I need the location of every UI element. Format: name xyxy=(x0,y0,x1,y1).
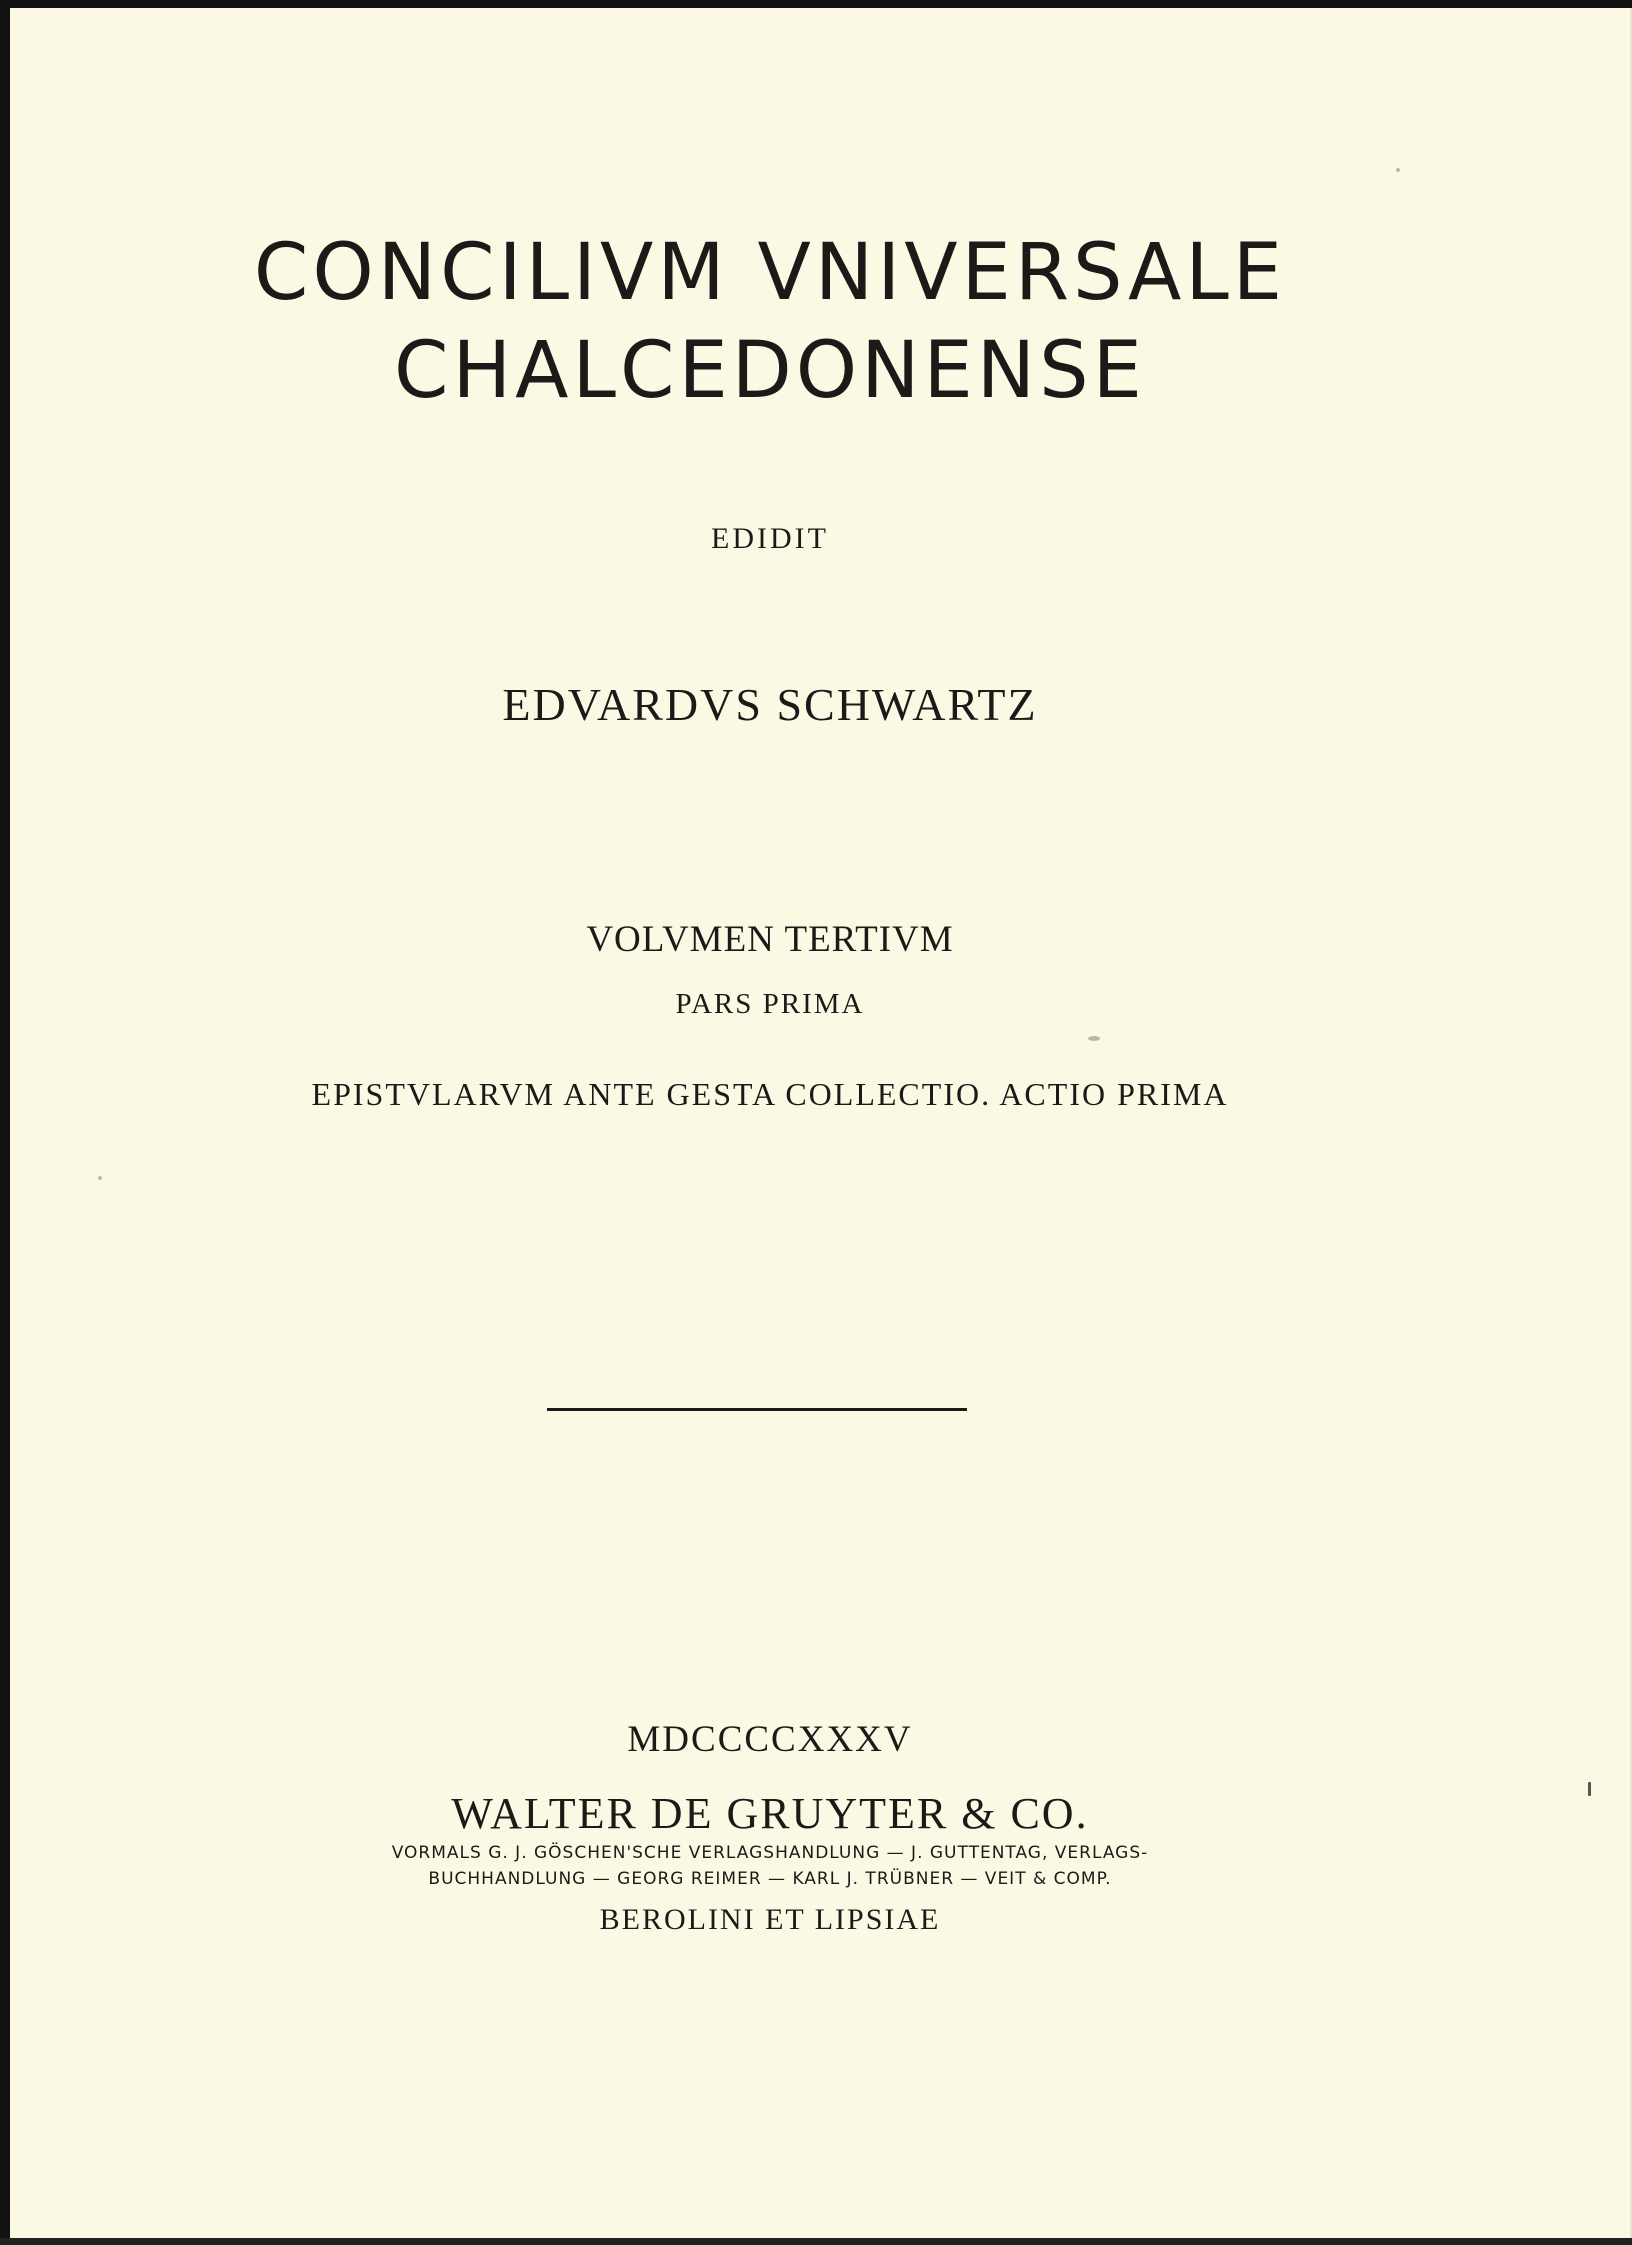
title-line-2: CHALCEDONENSE xyxy=(394,326,1146,416)
title-line-1: CONCILIVM VNIVERSALE xyxy=(253,228,1287,318)
scan-edge-top xyxy=(0,0,1632,8)
publisher-former-names-line-2: BUCHHANDLUNG — GEORG REIMER — KARL J. TRÜBNER — VEIT & COMP. xyxy=(428,1869,1112,1889)
part-label: PARS PRIMA xyxy=(675,988,865,1020)
editor-name: EDVARDVS SCHWARTZ xyxy=(502,679,1038,730)
paper-speck xyxy=(1088,1036,1100,1041)
paper-speck xyxy=(98,1176,102,1180)
publisher-former-names-line-1: VORMALS G. J. GÖSCHEN'SCHE VERLAGSHANDLUNG — J. GUTTENTAG, VERLAGS- xyxy=(391,1843,1149,1863)
paper-speck xyxy=(1396,168,1400,172)
publication-year: MDCCCCXXXV xyxy=(627,1719,913,1760)
divider-rule xyxy=(547,1408,967,1411)
subtitle: EPISTVLARVM ANTE GESTA COLLECTIO. ACTIO PRIMA xyxy=(311,1076,1229,1112)
publisher-name: WALTER DE GRUYTER & CO. xyxy=(451,1789,1089,1838)
volume-label: VOLVMEN TERTIVM xyxy=(586,919,954,960)
publication-city: BEROLINI ET LIPSIAE xyxy=(599,1903,941,1936)
paper-speck xyxy=(1588,1782,1591,1796)
edidit-label: EDIDIT xyxy=(711,522,829,555)
scan-edge-bottom xyxy=(0,2238,1632,2245)
